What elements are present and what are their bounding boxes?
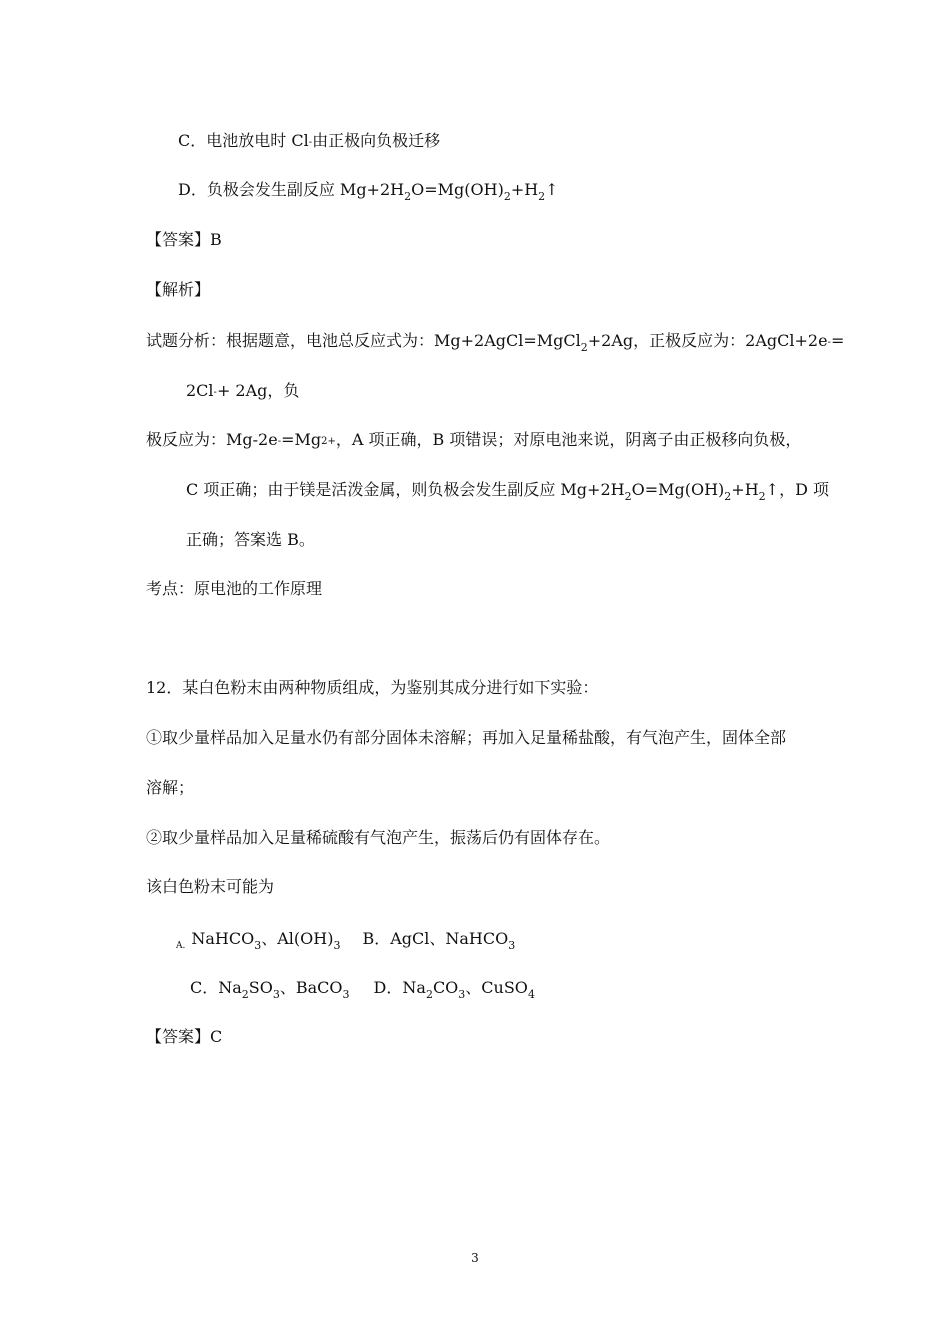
formula-text: 负极会发生副反应 Mg+2H (206, 180, 405, 199)
option-d-line (178, 180, 559, 202)
analysis-text: + 2Ag，负 (216, 381, 300, 400)
analysis-text: ↑，D 项 (765, 480, 829, 499)
subscript: 3 (458, 988, 466, 1001)
option-text: 由正极向负极迁移 (312, 131, 441, 150)
subscript: 2 (724, 490, 732, 503)
analysis-line-4 (186, 480, 829, 502)
formula-text: 、CuSO (465, 978, 528, 997)
arrow-up: ↑ (545, 180, 559, 199)
subscript: 2 (624, 490, 632, 503)
analysis-text: ，A 项正确，B 项错误；对原电池来说，阴离子由正极移向负极， (335, 430, 802, 449)
formula-text: SO (248, 978, 273, 997)
subscript: 3 (333, 939, 341, 952)
subscript: 3 (342, 988, 350, 1001)
subscript: 2 (580, 341, 588, 354)
subscript: 2 (538, 190, 546, 203)
analysis-text: 试题分析：根据题意，电池总反应式为：Mg+2AgCl=MgCl (146, 331, 581, 350)
subscript: 4 (527, 988, 535, 1001)
analysis-text: +2Ag，正极反应为：2AgCl+2e (587, 331, 828, 350)
analysis-text: +H (731, 480, 759, 499)
subscript: 3 (272, 988, 280, 1001)
analysis-line-5: 正确；答案选 B。 (186, 530, 315, 549)
superscript: - (308, 137, 313, 148)
subscript: 3 (254, 939, 262, 952)
option-label: D． (373, 978, 403, 997)
analysis-line-1 (146, 331, 844, 354)
option-label: C． (190, 978, 219, 997)
formula-text: CO (432, 978, 459, 997)
question-12-step1-line1: ①取少量样品加入足量水仍有部分固体未溶解；再加入足量稀盐酸，有气泡产生，固体全部 (146, 728, 787, 747)
analysis-heading: 【解析】 (146, 280, 211, 299)
formula-text: O=Mg(OH) (411, 180, 504, 199)
formula-text: Na (402, 978, 426, 997)
answer-line (146, 230, 222, 250)
subscript: 2 (425, 988, 433, 1001)
formula-text: AgCl、NaHCO (390, 929, 509, 948)
analysis-text: C 项正确；由于镁是活泼金属，则负极会发生副反应 Mg+2H (186, 480, 625, 499)
option-label: C． (178, 131, 207, 150)
question-12-step1-line2: 溶解； (146, 778, 195, 797)
option-c-line (178, 131, 440, 154)
superscript: - (827, 337, 831, 348)
analysis-text: = (830, 331, 845, 350)
formula-text: NaHCO (191, 929, 255, 948)
answer-bracket: 【答案】 (146, 230, 211, 249)
answer-value: B (210, 230, 222, 249)
question-12-stem: 12．某白色粉末由两种物质组成，为鉴别其成分进行如下实验： (146, 678, 599, 697)
formula-text: Na (218, 978, 242, 997)
analysis-text: 2Cl (186, 381, 214, 400)
option-cd-line (190, 978, 535, 1000)
kaodian: 考点：原电池的工作原理 (146, 579, 323, 598)
superscript: - (277, 436, 282, 447)
option-label: D． (178, 180, 207, 199)
answer-bracket: 【答案】 (146, 1027, 211, 1046)
formula-text: +H (510, 180, 539, 199)
analysis-text: =Mg (281, 430, 322, 449)
page-number: 3 (471, 1251, 479, 1265)
analysis-line-3 (146, 430, 801, 453)
option-label: B． (362, 929, 391, 948)
option-text: 电池放电时 Cl (206, 131, 309, 150)
question-12-step2: ②取少量样品加入足量稀硫酸有气泡产生，振荡后仍有固体存在。 (146, 828, 611, 847)
subscript: 3 (508, 939, 516, 952)
question-12-answer (146, 1027, 222, 1047)
subscript: 2 (241, 988, 249, 1001)
question-12-prompt: 该白色粉末可能为 (146, 877, 275, 896)
superscript: - (213, 387, 217, 398)
subscript: 2 (404, 190, 412, 203)
subscript: 2 (758, 490, 766, 503)
formula-text: 、BaCO (279, 978, 343, 997)
analysis-text: 极反应为：Mg-2e (146, 430, 278, 449)
formula-text: 、Al(OH) (261, 929, 334, 948)
superscript: 2+ (321, 436, 336, 447)
option-label: A. (176, 941, 186, 951)
analysis-text: O=Mg(OH) (631, 480, 725, 499)
subscript: 2 (503, 190, 511, 203)
option-ab-line (176, 929, 515, 952)
answer-value: C (210, 1027, 223, 1046)
analysis-line-2 (186, 381, 299, 404)
